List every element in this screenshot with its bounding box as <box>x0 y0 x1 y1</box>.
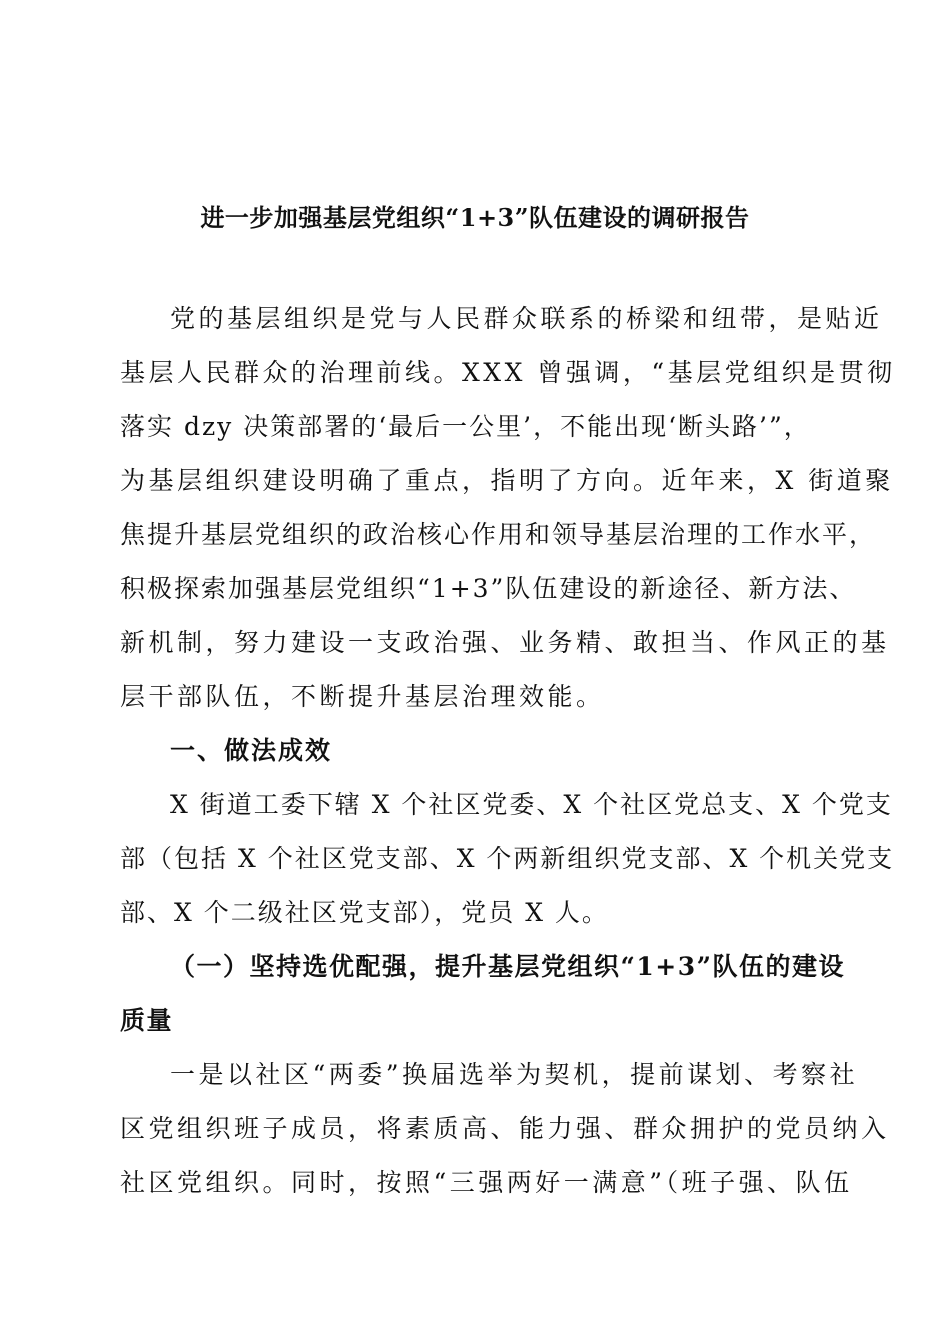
paragraph-line: 积极探索加强基层党组织“1+3”队伍建设的新途径、新方法、 <box>120 574 857 603</box>
paragraph-line: 部、X 个二级社区党支部），党员 X 人。 <box>120 898 609 927</box>
paragraph-organization <box>120 778 895 940</box>
subsection-heading <box>120 940 845 1048</box>
document-body <box>120 292 896 1210</box>
section-heading: 一、做法成效 <box>170 736 333 765</box>
paragraph-line: 落实 dzy 决策部署的‘最后一公里’，不能出现‘断头路’”， <box>120 412 811 441</box>
subsection-heading-line: （一）坚持选优配强，提升基层党组织“1+3”队伍的建设 <box>170 952 845 981</box>
document-title: 进一步加强基层党组织“1+3”队伍建设的调研报告 <box>200 203 750 232</box>
paragraph-intro <box>120 292 896 724</box>
paragraph-line: 一是以社区“两委”换届选举为契机，提前谋划、考察社 <box>170 1060 859 1089</box>
paragraph-line: 部（包括 X 个社区党支部、X 个两新组织党支部、X 个机关党支 <box>120 844 895 873</box>
paragraph-line: 焦提升基层党组织的政治核心作用和领导基层治理的工作水平， <box>120 520 877 549</box>
paragraph-line: X 街道工委下辖 X 个社区党委、X 个社区党总支、X 个党支 <box>170 790 893 819</box>
paragraph-line: 新机制，努力建设一支政治强、业务精、敢担当、作风正的基 <box>120 628 890 657</box>
subsection-heading-line: 质量 <box>120 1006 174 1035</box>
paragraph-line: 为基层组织建设明确了重点，指明了方向。近年来，X 街道聚 <box>120 466 894 495</box>
paragraph-line: 区党组织班子成员，将素质高、能力强、群众拥护的党员纳入 <box>120 1114 890 1143</box>
paragraph-line: 党的基层组织是党与人民群众联系的桥梁和纽带，是贴近 <box>170 304 883 333</box>
paragraph-line: 层干部队伍，不断提升基层治理效能。 <box>120 682 605 711</box>
paragraph-line: 社区党组织。同时，按照“三强两好一满意”（班子强、队伍 <box>120 1168 853 1197</box>
paragraph-line: 基层人民群众的治理前线。XXX 曾强调，“基层党组织是贯彻 <box>120 358 896 387</box>
paragraph-selection <box>120 1048 890 1210</box>
